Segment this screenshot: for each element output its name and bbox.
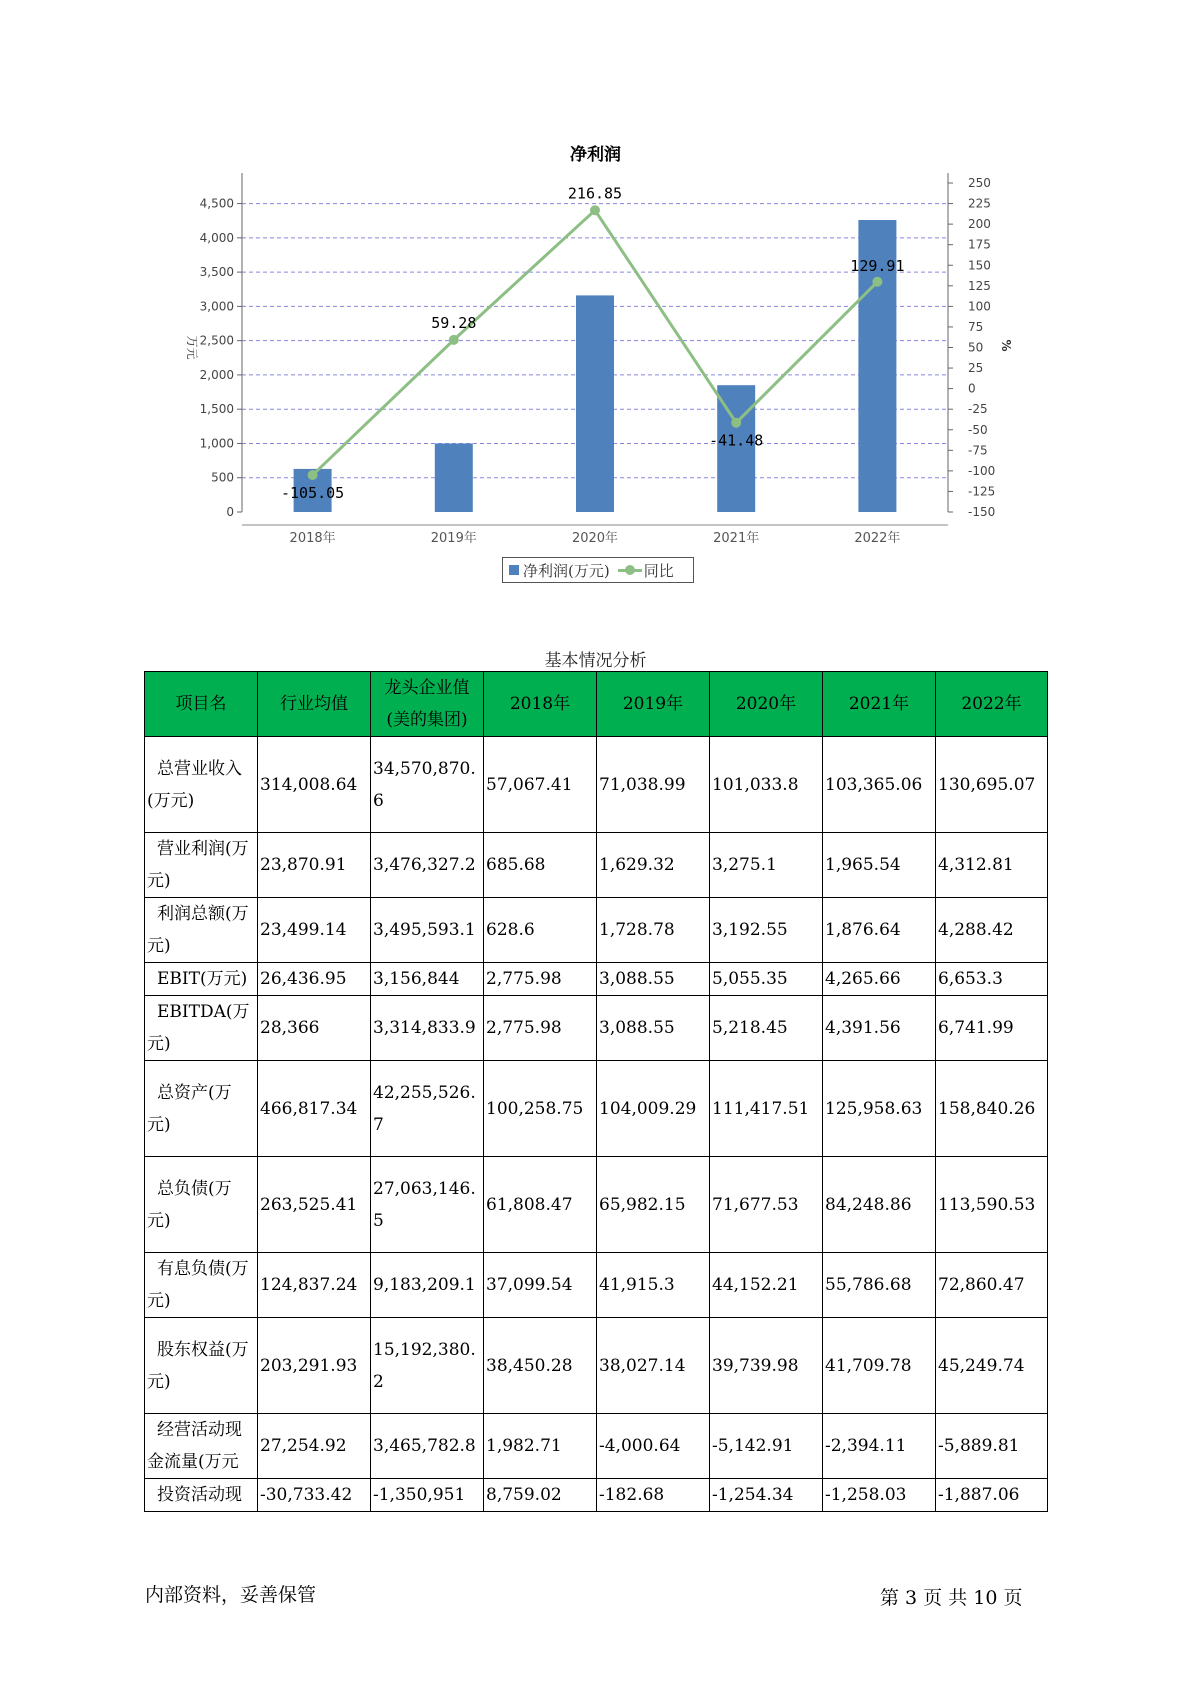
y2-tick-label: 250 (968, 176, 991, 190)
table-row (145, 1318, 1048, 1414)
table-cell: -182.68 (597, 1479, 710, 1512)
y2-tick-label: 150 (968, 258, 991, 273)
table-cell: 203,291.93 (258, 1318, 371, 1414)
table-cell: 26,436.95 (258, 963, 371, 996)
table-cell: 41,915.3 (597, 1253, 710, 1318)
table-cell: 28,366 (258, 996, 371, 1061)
yoy-point (872, 277, 882, 287)
table-cell: 5,055.35 (710, 963, 823, 996)
table-cell: 2,775.98 (484, 996, 597, 1061)
table-cell: 1,965.54 (823, 833, 936, 898)
x-tick-label: 2018年 (289, 531, 336, 546)
table-cell: 4,312.81 (936, 833, 1048, 898)
row-label-cell: 总营业收入(万元) (145, 737, 258, 833)
y2-tick-label: 50 (968, 340, 984, 355)
table-row (145, 1253, 1048, 1318)
table-row (145, 737, 1048, 833)
basic-analysis-table (144, 671, 1048, 1512)
table-cell: 71,038.99 (597, 737, 710, 833)
table-cell: 61,808.47 (484, 1157, 597, 1253)
table-cell: 23,870.91 (258, 833, 371, 898)
table-cell: 42,255,526.7 (371, 1061, 484, 1157)
table-cell: 37,099.54 (484, 1253, 597, 1318)
table-cell: -2,394.11 (823, 1414, 936, 1479)
bar (576, 295, 614, 512)
table-cell: 3,088.55 (597, 963, 710, 996)
data-label: 129.91 (850, 256, 905, 275)
y2-tick-label: -75 (968, 443, 988, 458)
table-header-row (145, 672, 1048, 737)
x-tick-label: 2020年 (571, 531, 619, 546)
y2-tick-label: -125 (968, 484, 996, 499)
y2-tick-label: 125 (968, 278, 991, 293)
y2-tick-label: -150 (968, 505, 996, 519)
column-header: 行业均值 (258, 672, 371, 737)
row-label-cell: EBITDA(万元) (145, 996, 258, 1061)
row-label-cell: 总资产(万元) (145, 1061, 258, 1157)
yoy-point (308, 470, 318, 480)
table-cell: 65,982.15 (597, 1157, 710, 1253)
row-label-cell: 营业利润(万元) (145, 833, 258, 898)
table-cell: 38,027.14 (597, 1318, 710, 1414)
row-label-cell: 利润总额(万元) (145, 898, 258, 963)
table-cell: 3,314,833.9 (371, 996, 484, 1061)
table-cell: 9,183,209.1 (371, 1253, 484, 1318)
table-cell: 5,218.45 (710, 996, 823, 1061)
row-label-cell: 股东权益(万元) (145, 1318, 258, 1414)
y2-tick-label: 100 (968, 299, 991, 314)
y2-tick-label: 175 (968, 237, 991, 252)
data-label: 59.28 (431, 313, 477, 332)
footer-confidential-note: 内部资料，妥善保管 (145, 1584, 317, 1606)
table-cell: 113,590.53 (936, 1157, 1048, 1253)
table-cell: 130,695.07 (936, 737, 1048, 833)
column-header: 2018年 (484, 672, 597, 737)
chart-legend (502, 557, 694, 583)
row-label-cell: 有息负债(万元) (145, 1253, 258, 1318)
table-cell: 314,008.64 (258, 737, 371, 833)
x-tick-label: 2021年 (713, 531, 760, 546)
table-cell: -1,887.06 (936, 1479, 1048, 1512)
y-tick-label: 2,000 (199, 367, 234, 382)
y2-tick-label: 200 (968, 217, 991, 232)
table-cell: 15,192,380.2 (371, 1318, 484, 1414)
table-cell: 72,860.47 (936, 1253, 1048, 1318)
table-cell: 103,365.06 (823, 737, 936, 833)
row-label-cell: 经营活动现金流量(万元 (145, 1414, 258, 1479)
net-profit-chart (0, 0, 1191, 560)
y2-tick-label: -50 (968, 422, 988, 437)
table-cell: 125,958.63 (823, 1061, 936, 1157)
table-cell: 3,192.55 (710, 898, 823, 963)
table-cell: 8,759.02 (484, 1479, 597, 1512)
y-tick-label: 1,000 (199, 436, 234, 451)
table-cell: -1,258.03 (823, 1479, 936, 1512)
table-row (145, 898, 1048, 963)
column-header: 龙头企业值(美的集团) (371, 672, 484, 737)
table-cell: 71,677.53 (710, 1157, 823, 1253)
table-cell: 1,629.32 (597, 833, 710, 898)
y2-tick-label: -100 (968, 463, 996, 478)
legend-bar-swatch (509, 565, 519, 575)
table-row (145, 963, 1048, 996)
table-caption: 基本情况分析 (544, 651, 647, 671)
table-cell: 3,275.1 (710, 833, 823, 898)
table-row (145, 833, 1048, 898)
table-cell: 44,152.21 (710, 1253, 823, 1318)
y-axis-title: 万元 (185, 335, 199, 360)
y2-tick-label: -25 (968, 402, 988, 417)
bar (435, 443, 473, 512)
table-cell: 39,739.98 (710, 1318, 823, 1414)
table-cell: -30,733.42 (258, 1479, 371, 1512)
table-row (145, 1414, 1048, 1479)
table-cell: 4,265.66 (823, 963, 936, 996)
table-cell: 124,837.24 (258, 1253, 371, 1318)
row-label-cell: 投资活动现 (145, 1479, 258, 1512)
table-cell: 4,288.42 (936, 898, 1048, 963)
table-cell: 3,088.55 (597, 996, 710, 1061)
y-tick-label: 3,000 (199, 299, 234, 314)
column-header: 2020年 (710, 672, 823, 737)
table-cell: 41,709.78 (823, 1318, 936, 1414)
chart-title: 净利润 (570, 145, 621, 165)
table-cell: -1,350,951 (371, 1479, 484, 1512)
row-label-cell: 总负债(万元) (145, 1157, 258, 1253)
y-tick-label: 2,500 (199, 333, 234, 348)
table-cell: 3,465,782.8 (371, 1414, 484, 1479)
y-tick-label: 0 (226, 505, 234, 519)
y2-tick-label: 75 (968, 319, 984, 334)
table-cell: 38,450.28 (484, 1318, 597, 1414)
table-row (145, 1479, 1048, 1512)
data-label: -105.05 (280, 484, 345, 503)
x-tick-label: 2019年 (430, 531, 477, 546)
legend-line-label: 同比 (643, 561, 674, 580)
table-cell: -5,142.91 (710, 1414, 823, 1479)
table-cell: 3,156,844 (371, 963, 484, 996)
table-cell: 27,254.92 (258, 1414, 371, 1479)
data-label: 216.85 (567, 184, 623, 203)
table-cell: -5,889.81 (936, 1414, 1048, 1479)
yoy-point (590, 205, 600, 215)
table-cell: 101,033.8 (710, 737, 823, 833)
table-cell: 57,067.41 (484, 737, 597, 833)
table-cell: 1,876.64 (823, 898, 936, 963)
table-cell: -1,254.34 (710, 1479, 823, 1512)
table-cell: 6,653.3 (936, 963, 1048, 996)
table-row (145, 1061, 1048, 1157)
table-cell: 4,391.56 (823, 996, 936, 1061)
table-cell: 685.68 (484, 833, 597, 898)
table-row (145, 996, 1048, 1061)
row-label-cell: EBIT(万元) (145, 963, 258, 996)
column-header: 2021年 (823, 672, 936, 737)
y2-tick-label: 225 (968, 196, 991, 211)
table-cell: 23,499.14 (258, 898, 371, 963)
table-cell: 263,525.41 (258, 1157, 371, 1253)
footer-page-number: 第 3 页 共 10 页 (880, 1587, 1023, 1609)
table-cell: 34,570,870.6 (371, 737, 484, 833)
yoy-point (449, 335, 459, 345)
table-cell: 3,476,327.2 (371, 833, 484, 898)
table-cell: 55,786.68 (823, 1253, 936, 1318)
y-tick-label: 500 (211, 470, 234, 485)
y2-axis-title: % (999, 339, 1013, 352)
table-cell: 1,728.78 (597, 898, 710, 963)
y2-tick-label: 25 (968, 361, 984, 376)
table-cell: 111,417.51 (710, 1061, 823, 1157)
y-tick-label: 4,500 (199, 196, 234, 211)
legend-bar-label: 净利润(万元) (523, 561, 610, 580)
column-header: 2022年 (936, 672, 1048, 737)
table-cell: 1,982.71 (484, 1414, 597, 1479)
y-tick-label: 4,000 (199, 230, 234, 245)
table-cell: 84,248.86 (823, 1157, 936, 1253)
yoy-point (731, 418, 741, 428)
table-cell: 3,495,593.1 (371, 898, 484, 963)
x-tick-label: 2022年 (854, 531, 901, 546)
table-cell: 2,775.98 (484, 963, 597, 996)
table-cell: 158,840.26 (936, 1061, 1048, 1157)
table-cell: 45,249.74 (936, 1318, 1048, 1414)
table-cell: 27,063,146.5 (371, 1157, 484, 1253)
table-cell: 628.6 (484, 898, 597, 963)
column-header: 2019年 (597, 672, 710, 737)
y2-tick-label: 0 (968, 381, 976, 396)
table-cell: 466,817.34 (258, 1061, 371, 1157)
y-tick-label: 1,500 (199, 402, 234, 417)
table-cell: -4,000.64 (597, 1414, 710, 1479)
y-tick-label: 3,500 (199, 265, 234, 280)
table-row (145, 1157, 1048, 1253)
legend-line-swatch (618, 564, 642, 576)
table-cell: 104,009.29 (597, 1061, 710, 1157)
data-label: -41.48 (709, 431, 764, 450)
table-cell: 100,258.75 (484, 1061, 597, 1157)
table-cell: 6,741.99 (936, 996, 1048, 1061)
column-header: 项目名 (145, 672, 258, 737)
